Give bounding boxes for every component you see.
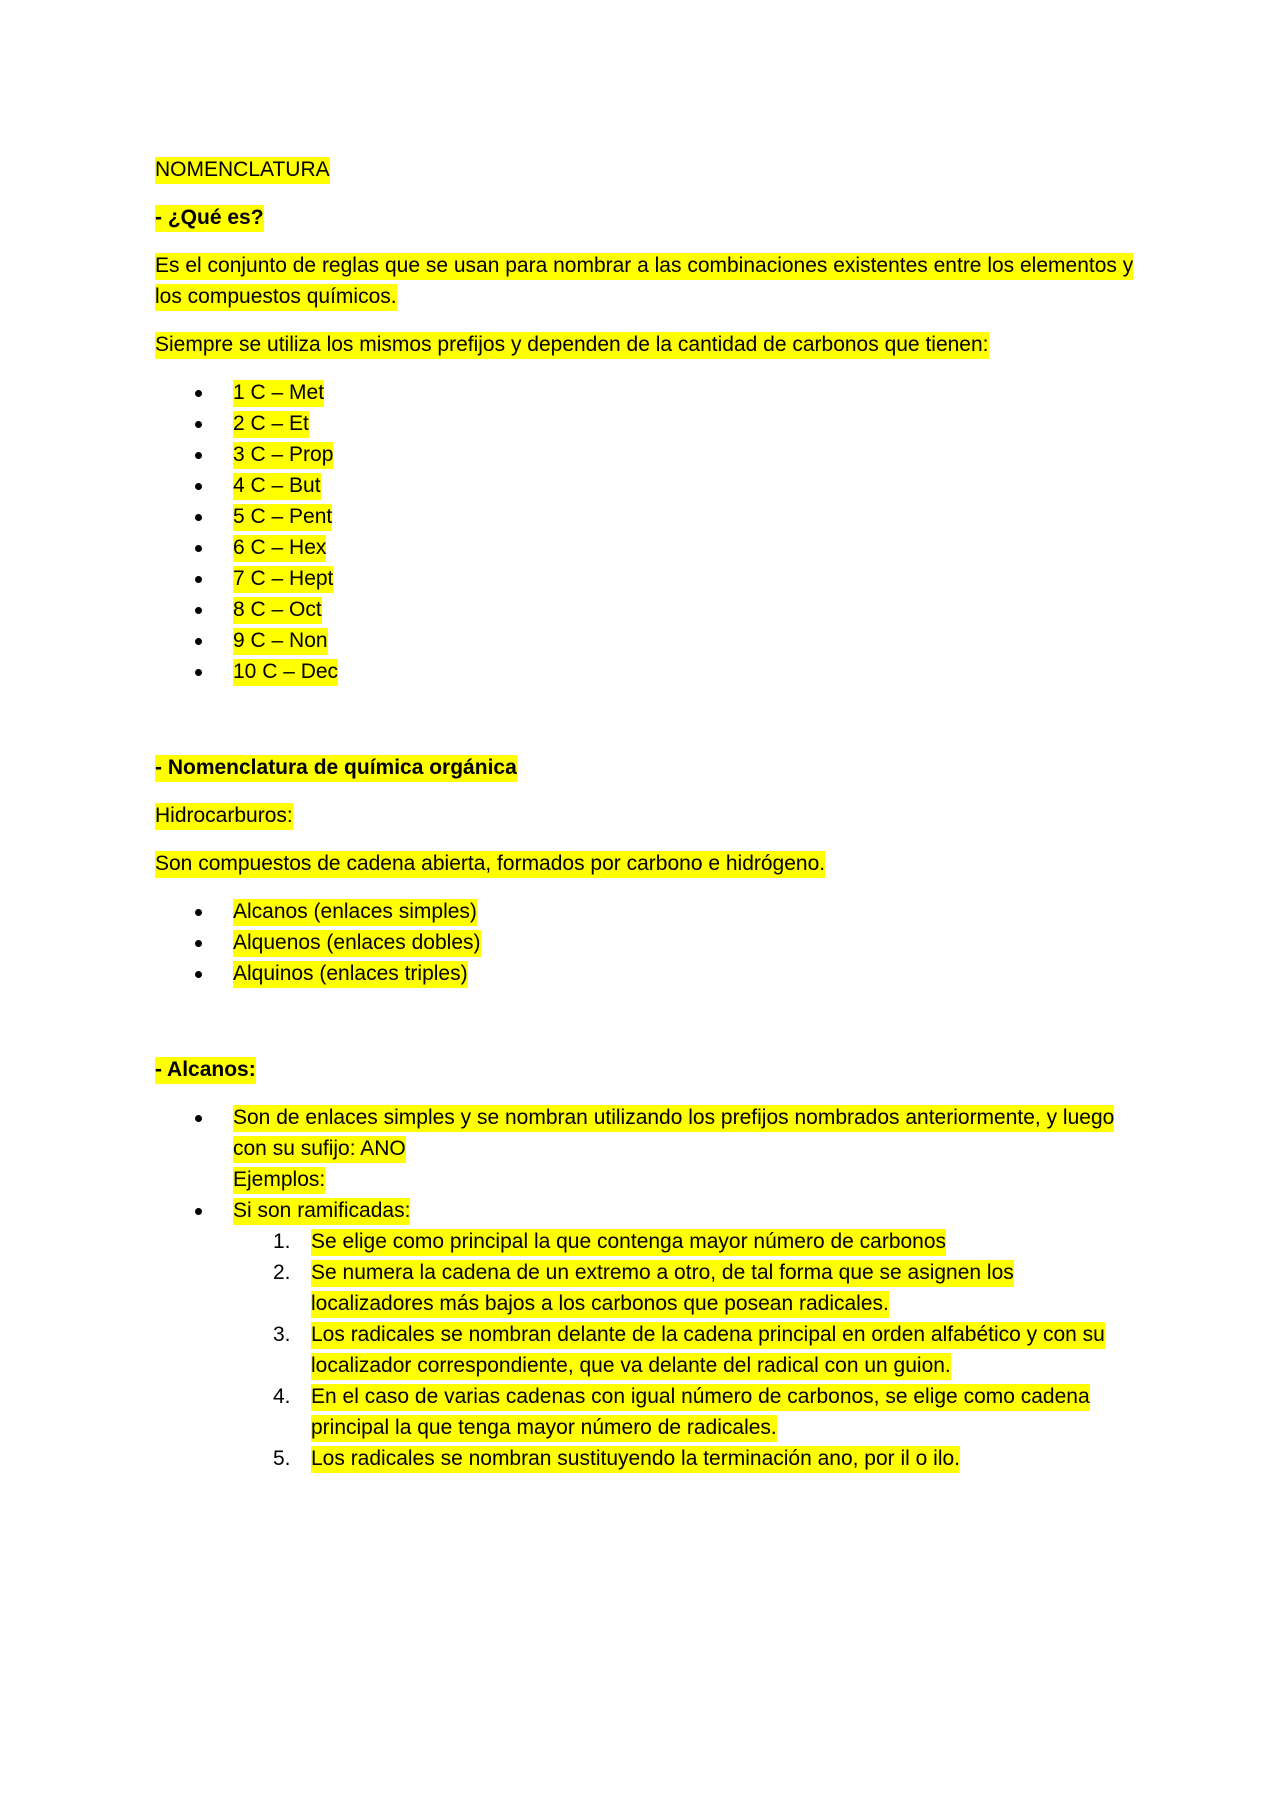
- list-item: 1 C – Met: [155, 377, 1135, 408]
- section-what-is-title: - ¿Qué es?: [155, 202, 1135, 233]
- bullet-icon: [195, 483, 202, 490]
- bullet-icon: [195, 638, 202, 645]
- numbered-item: 3. Los radicales se nombran delante de la cadena principal en orden alfabético y con su localizador correspondiente, que va delante del radical con un guion.: [233, 1319, 1135, 1381]
- list-item: 10 C – Dec: [155, 656, 1135, 687]
- bullet-icon: [195, 940, 202, 947]
- list-item: Alquenos (enlaces dobles): [155, 927, 1135, 958]
- numbered-item: 5. Los radicales se nombran sustituyendo la terminación ano, por il o ilo.: [233, 1443, 1135, 1474]
- hydrocarbons-paragraph: Son compuestos de cadena abierta, formados por carbono e hidrógeno.: [155, 848, 1135, 879]
- list-item: Son de enlaces simples y se nombran utilizando los prefijos nombrados anteriormente, y luego con su sufijo: ANO Ejemplos:: [155, 1102, 1135, 1195]
- section-organic-title: - Nomenclatura de química orgánica: [155, 752, 1135, 783]
- hydrocarbons-subtitle: Hidrocarburos:: [155, 800, 1135, 831]
- prefix-list: [155, 377, 1135, 687]
- bullet-icon: [195, 1208, 202, 1215]
- bullet-icon: [195, 545, 202, 552]
- list-item: Alcanos (enlaces simples): [155, 896, 1135, 927]
- alkanes-list: [155, 1102, 1135, 1474]
- list-item: Si son ramificadas: 1. Se elige como principal la que contenga mayor número de carbonos 2. Se numera la cadena de un extremo a otro, de tal forma que se asignen los localizadores más bajos a los carbonos que posean radicales. 3. Los radicales se nombran delante de la cadena principal en orden alfabético y con su localizador correspondiente, que va delante del radical con un guion. 4. En el caso de varias cadenas con igual número de carbonos, se elige como cadena principal la que tenga mayor número de radicales. 5. Los radicales se nombran sustituyendo la terminación ano, por il o ilo.: [155, 1195, 1135, 1474]
- list-item: 5 C – Pent: [155, 501, 1135, 532]
- section-alkanes-title: - Alcanos:: [155, 1054, 1135, 1085]
- list-item: 9 C – Non: [155, 625, 1135, 656]
- bullet-icon: [195, 1115, 202, 1122]
- list-item: 4 C – But: [155, 470, 1135, 501]
- document-heading: NOMENCLATURA: [155, 154, 1135, 185]
- bullet-icon: [195, 421, 202, 428]
- blank-line: [155, 1006, 1135, 1054]
- blank-line: [155, 704, 1135, 752]
- list-item: 2 C – Et: [155, 408, 1135, 439]
- list-item: 3 C – Prop: [155, 439, 1135, 470]
- bullet-icon: [195, 390, 202, 397]
- numbered-item: 1. Se elige como principal la que contenga mayor número de carbonos: [233, 1226, 1135, 1257]
- list-item: 8 C – Oct: [155, 594, 1135, 625]
- hydrocarbon-types-list: [155, 896, 1135, 989]
- numbered-item: 2. Se numera la cadena de un extremo a otro, de tal forma que se asignen los localizadores más bajos a los carbonos que posean radicales.: [233, 1257, 1135, 1319]
- document-content: [155, 154, 1135, 1491]
- bullet-icon: [195, 452, 202, 459]
- bullet-icon: [195, 576, 202, 583]
- bullet-icon: [195, 514, 202, 521]
- bullet-icon: [195, 909, 202, 916]
- bullet-icon: [195, 971, 202, 978]
- definition-paragraph: Es el conjunto de reglas que se usan para nombrar a las combinaciones existentes entre los elementos y los compuestos químicos.: [155, 250, 1135, 312]
- bullet-icon: [195, 669, 202, 676]
- list-item: 7 C – Hept: [155, 563, 1135, 594]
- bullet-icon: [195, 607, 202, 614]
- list-item: Alquinos (enlaces triples): [155, 958, 1135, 989]
- list-item: 6 C – Hex: [155, 532, 1135, 563]
- numbered-item: 4. En el caso de varias cadenas con igual número de carbonos, se elige como cadena principal la que tenga mayor número de radicales.: [233, 1381, 1135, 1443]
- prefixes-intro-paragraph: Siempre se utiliza los mismos prefijos y dependen de la cantidad de carbonos que tienen:: [155, 329, 1135, 360]
- branching-rules-list: [233, 1226, 1135, 1474]
